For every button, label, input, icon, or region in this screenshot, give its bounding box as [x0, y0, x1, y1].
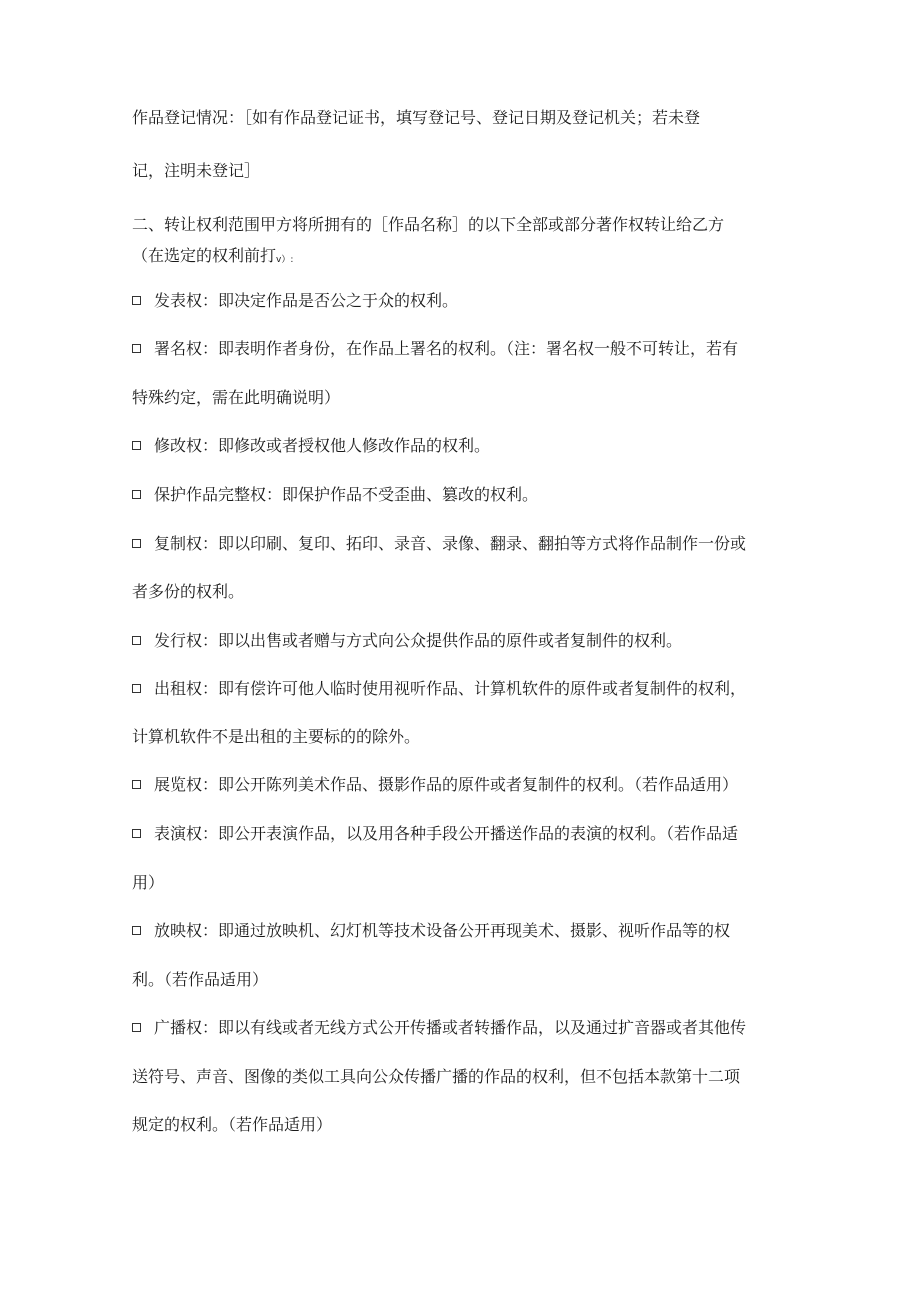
right-item-reproduction [132, 533, 792, 555]
right-item-rental-cont: 计算机软件不是出租的主要标的的除外。 [132, 727, 421, 746]
right-text: 发表权：即决定作品是否公之于众的权利。 [154, 291, 459, 310]
right-text: 表演权：即公开表演作品，以及用各种手段公开播送作品的表演的权利。（若作品适 [154, 824, 739, 843]
right-item-screening [132, 920, 792, 942]
right-item-attribution-cont: 特殊约定，需在此明确说明） [132, 388, 341, 407]
right-item-performance-cont: 用） [132, 873, 165, 892]
right-text: 修改权：即修改或者授权他人修改作品的权利。 [154, 436, 491, 455]
right-item-integrity [132, 484, 792, 506]
right-item-screening-cont: 利。（若作品适用） [132, 970, 269, 989]
checkbox[interactable] [132, 829, 141, 838]
right-text: 复制权：即以印刷、复印、拓印、录音、录像、翻录、翻拍等方式将作品制作一份或 [154, 534, 747, 553]
checkbox[interactable] [132, 780, 141, 789]
registration-line-1: 作品登记情况：［如有作品登记证书，填写登记号、登记日期及登记机关；若未登 [132, 108, 701, 127]
right-item-distribution [132, 630, 792, 652]
right-item-performance [132, 823, 792, 845]
section-two-mark: v）: [276, 255, 294, 265]
right-text: 展览权：即公开陈列美术作品、摄影作品的原件或者复制件的权利。（若作品适用） [154, 775, 739, 794]
right-item-attribution [132, 338, 792, 360]
checkbox[interactable] [132, 441, 141, 450]
right-text: 保护作品完整权：即保护作品不受歪曲、篡改的权利。 [154, 485, 539, 504]
right-text: 发行权：即以出售或者赠与方式向公众提供作品的原件或者复制件的权利。 [154, 631, 683, 650]
right-item-broadcast [132, 1017, 792, 1039]
right-text: 出租权：即有偿许可他人临时使用视听作品、计算机软件的原件或者复制件的权利， [154, 679, 747, 698]
checkbox[interactable] [132, 539, 141, 548]
section-two-instruction [132, 245, 792, 271]
checkbox[interactable] [132, 1023, 141, 1032]
checkbox[interactable] [132, 344, 141, 353]
right-item-publication [132, 290, 792, 312]
checkbox[interactable] [132, 490, 141, 499]
right-item-broadcast-cont-2: 规定的权利。（若作品适用） [132, 1115, 333, 1134]
checkbox[interactable] [132, 926, 141, 935]
checkbox[interactable] [132, 636, 141, 645]
right-item-modification [132, 435, 792, 457]
right-item-broadcast-cont-1: 送符号、声音、图像的类似工具向公众传播广播的作品的权利，但不包括本款第十二项 [132, 1067, 741, 1086]
registration-line-2: 记，注明未登记］ [132, 161, 261, 180]
right-text: 放映权：即通过放映机、幻灯机等技术设备公开再现美术、摄影、视听作品等的权 [154, 921, 731, 940]
checkbox[interactable] [132, 296, 141, 305]
section-two-instruction-text: （在选定的权利前打 [132, 246, 277, 265]
checkbox[interactable] [132, 684, 141, 693]
right-item-reproduction-cont: 者多份的权利。 [132, 582, 245, 601]
right-text: 署名权：即表明作者身份，在作品上署名的权利。（注：署名权一般不可转让，若有 [154, 339, 739, 358]
section-two-heading: 二、转让权利范围甲方将所拥有的［作品名称］的以下全部或部分著作权转让给乙方 [132, 215, 725, 234]
right-item-exhibition [132, 774, 792, 796]
right-item-rental [132, 678, 792, 700]
right-text: 广播权：即以有线或者无线方式公开传播或者转播作品，以及通过扩音器或者其他传 [154, 1018, 747, 1037]
